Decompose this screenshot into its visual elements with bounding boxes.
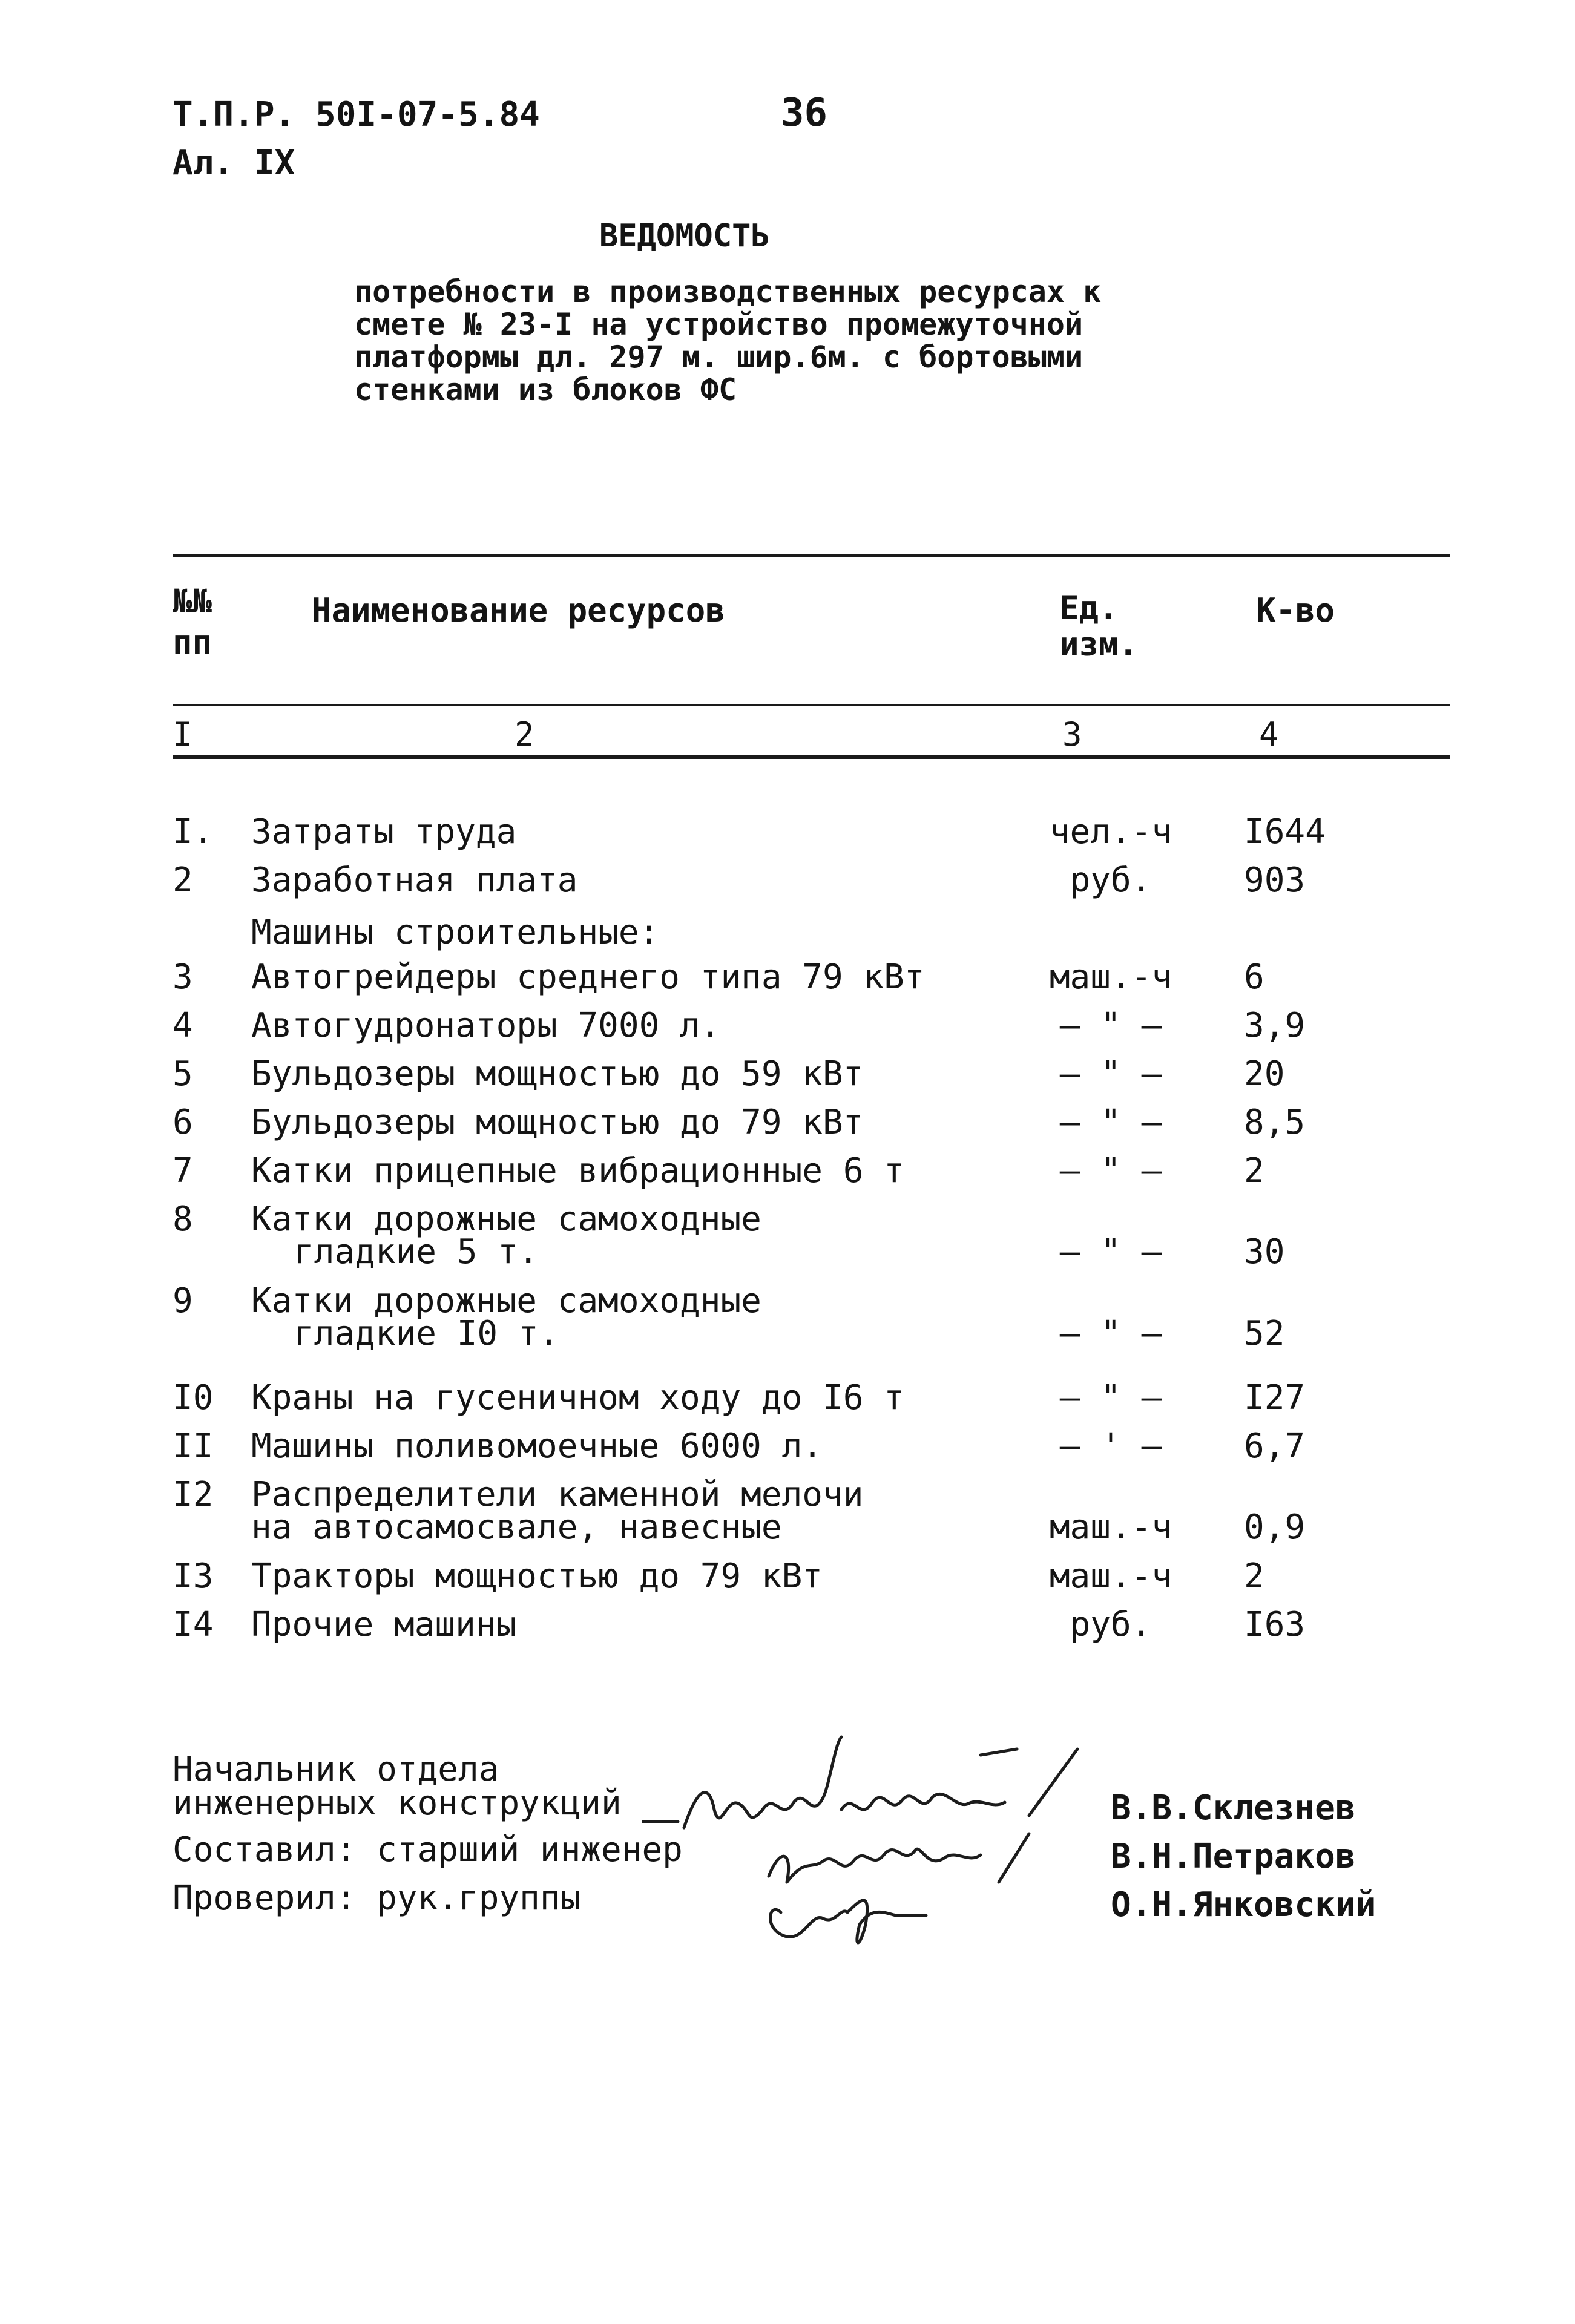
- row-name-line1: Катки дорожные самоходные: [251, 1200, 761, 1239]
- row-resource-name: Прочие машины: [251, 1605, 517, 1644]
- compiled-by-label: Составил: старший инженер: [173, 1830, 683, 1869]
- row-number: I.: [173, 812, 214, 852]
- row-number: II: [173, 1426, 214, 1466]
- row-resource-name: [251, 1200, 761, 1272]
- column-number-1: I: [173, 715, 192, 753]
- row-unit: – " –: [1059, 1006, 1162, 1045]
- document-code-line1: Т.П.Р. 50I-07-5.84: [173, 95, 540, 134]
- subtitle-line: стенками из блоков ФС: [354, 372, 737, 407]
- row-resource-name: Катки прицепные вибрационные 6 т: [251, 1151, 904, 1190]
- subtitle-line: смете № 23-I на устройство промежуточной: [354, 307, 1083, 342]
- row-name-line2: на автосамосвале, навесные: [251, 1508, 782, 1547]
- row-quantity: I644: [1244, 812, 1326, 852]
- row-resource-name: Автогудронаторы 7000 л.: [251, 1006, 721, 1045]
- document-subtitle: [354, 275, 1101, 406]
- row-number: I0: [173, 1378, 214, 1417]
- row-unit: – " –: [1059, 1232, 1162, 1272]
- header-num: №№ пп: [173, 582, 212, 661]
- row-name-line1: Катки дорожные самоходные: [251, 1281, 761, 1321]
- row-number: 4: [173, 1006, 193, 1045]
- row-resource-name: [251, 1281, 761, 1353]
- row-resource-name: Автогрейдеры среднего типа 79 кВт: [251, 957, 925, 997]
- row-quantity: I27: [1244, 1378, 1306, 1417]
- page-number: 36: [781, 91, 828, 136]
- table-top-rule: [173, 554, 1450, 557]
- row-quantity: 3,9: [1244, 1006, 1306, 1045]
- subtitle-line: потребности в производственных ресурсах к: [354, 274, 1102, 309]
- row-unit: маш.-ч: [1049, 1508, 1172, 1547]
- row-unit: маш.-ч: [1049, 957, 1172, 997]
- row-quantity: 0,9: [1244, 1508, 1306, 1547]
- row-name-line2: гладкие I0 т.: [294, 1314, 559, 1353]
- row-quantity: 8,5: [1244, 1103, 1306, 1142]
- row-number: 2: [173, 861, 193, 900]
- handwritten-signatures: [642, 1731, 1102, 1955]
- row-resource-name: Заработная плата: [251, 861, 578, 900]
- row-unit: – " –: [1059, 1378, 1162, 1417]
- row-name-line2: гладкие 5 т.: [294, 1232, 539, 1272]
- row-number: I3: [173, 1557, 214, 1596]
- head-label-line1: Начальник отдела: [173, 1750, 499, 1789]
- header-separator-rule: [173, 704, 1450, 706]
- row-resource-name: Краны на гусеничном ходу до I6 т: [251, 1378, 904, 1417]
- row-quantity: 52: [1244, 1314, 1285, 1353]
- row-unit: руб.: [1070, 861, 1152, 900]
- row-quantity: 903: [1244, 861, 1306, 900]
- row-unit: – " –: [1059, 1103, 1162, 1142]
- compiled-name: В.Н.Петраков: [1111, 1837, 1356, 1876]
- row-resource-name: Затраты труда: [251, 812, 517, 852]
- head-label-line2: инженерных конструкций: [173, 1784, 622, 1823]
- row-number: 5: [173, 1054, 193, 1094]
- row-unit: чел.-ч: [1049, 812, 1172, 852]
- row-quantity: I63: [1244, 1605, 1306, 1644]
- document-code: [173, 91, 540, 188]
- header-unit: Ед. изм.: [1059, 589, 1139, 663]
- row-quantity: 2: [1244, 1557, 1264, 1596]
- head-name: В.В.Склезнев: [1111, 1788, 1356, 1828]
- row-resource-name: Бульдозеры мощностью до 79 кВт: [251, 1103, 864, 1142]
- row-number: 9: [173, 1281, 193, 1321]
- row-quantity: 2: [1244, 1151, 1264, 1190]
- row-resource-name: [251, 1475, 864, 1547]
- row-resource-name: Тракторы мощностью до 79 кВт: [251, 1557, 823, 1596]
- row-unit: – " –: [1059, 1054, 1162, 1094]
- group-label: Машины строительные:: [251, 913, 660, 952]
- row-unit: – " –: [1059, 1151, 1162, 1190]
- row-unit: – " –: [1059, 1314, 1162, 1353]
- row-unit: – ' –: [1059, 1426, 1162, 1466]
- row-quantity: 20: [1244, 1054, 1285, 1094]
- row-resource-name: Бульдозеры мощностью до 59 кВт: [251, 1054, 864, 1094]
- row-number: 3: [173, 957, 193, 997]
- row-unit: маш.-ч: [1049, 1557, 1172, 1596]
- row-quantity: 6,7: [1244, 1426, 1306, 1466]
- header-name: Наименование ресурсов: [312, 591, 725, 629]
- row-name-line1: Распределители каменной мелочи: [251, 1475, 864, 1514]
- row-number: I2: [173, 1475, 214, 1514]
- row-quantity: 6: [1244, 957, 1264, 997]
- head-of-department-label: [173, 1746, 622, 1827]
- row-quantity: 30: [1244, 1232, 1285, 1272]
- document-code-line2: Ал. IX: [173, 143, 295, 183]
- checked-name: О.Н.Янковский: [1111, 1885, 1376, 1925]
- column-number-2: 2: [515, 715, 534, 753]
- row-number: I4: [173, 1605, 214, 1644]
- row-resource-name: Машины поливомоечные 6000 л.: [251, 1426, 823, 1466]
- subtitle-line: платформы дл. 297 м. шир.6м. с бортовыми: [354, 340, 1083, 375]
- checked-by-label: Проверил: рук.группы: [173, 1879, 581, 1918]
- row-number: 6: [173, 1103, 193, 1142]
- header-qty: К-во: [1256, 591, 1335, 629]
- column-numbers-rule: [173, 755, 1450, 759]
- column-number-3: 3: [1062, 715, 1082, 753]
- row-unit: руб.: [1070, 1605, 1152, 1644]
- document-title: ВЕДОМОСТЬ: [599, 218, 770, 254]
- row-number: 7: [173, 1151, 193, 1190]
- column-number-4: 4: [1259, 715, 1279, 753]
- row-number: 8: [173, 1200, 193, 1239]
